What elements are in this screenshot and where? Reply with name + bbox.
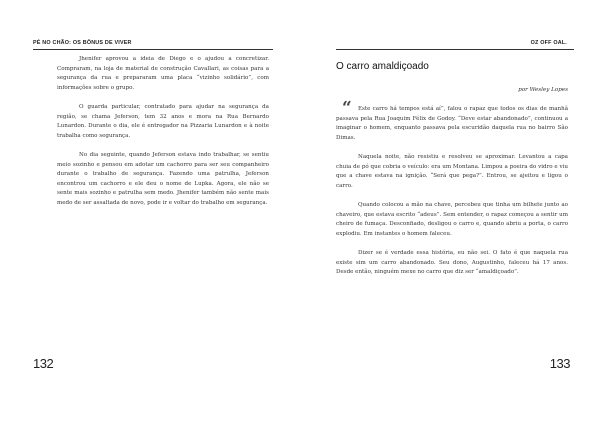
left-paragraph-2: O guarda particular, contratado para ajudar na segurança da região, se chama Jeferson, tem 32 anos e mora na Rua Bernardo Lunardon. Durante o dia, ele é entregador na Pizzaria Lunardon e à noite trabalha como segurança. [57, 103, 269, 139]
opening-quote-mark: “ [342, 98, 352, 118]
right-paragraph-1: Este carro há tempos está aí”, falou o rapaz que todos os dias de manhã passava pela Rua Joaquim Félix de Godoy. “Deve estar abandonado”, continuou a imaginar o homem, enquanto passava pela escuridão daquela rua no bairro São Dimas. [336, 106, 568, 141]
left-paragraph-1: Jhenifer aprovou a ideia de Diego e o ajudou a concretizar. Compraram, na loja de material de construção Cavallari, as coisas para a segurança da rua e prepararam uma placa “vizinho solidário”, com informações sobre o grupo. [57, 56, 269, 91]
right-paragraph-3: Quando colocou a mão na chave, percebeu que tinha um bilhete junto ao chaveiro, que estava escrito “adeus”. Sem entender, o rapaz começou a sentir um cheiro de fumaça. Desconfiado, desligou o carro e, quando abriu a porta, o carro explodiu. Em instantes o homem faleceu. [336, 201, 568, 237]
right-paragraph-4: Dizer se é verdade essa história, eu não sei. O fato é que naquela rua existe sim um carro abandonado. Seu dono, Augustinho, faleceu há 17 anos. Desde então, ninguém mexe no carro que diz ser “amaldiçoado”. [336, 249, 568, 276]
story-title: O carro amaldiçoado [336, 61, 429, 72]
right-paragraph-2: Naquela noite, não resistiu e resolveu se aproximar. Levantou a capa chuia de pó que cobria o veículo: era um Montana. Limpou a poeira do vidro e viu que a chave estava na ignição. “Será que pega?”. Entrou, se ajeitou e ligou o carro. [336, 153, 568, 189]
header-rule-left [33, 49, 273, 50]
left-body-text [57, 55, 269, 218]
right-page [300, 0, 600, 423]
left-paragraph-3: No dia seguinte, quando Jeferson estava indo trabalhar, se sentiu meio sozinho e pensou em adotar um cachorro para ser seu companheiro durante o trabalho de segurança. Fazendo uma patrulha, Jeferson encontrou um cachorro e ele deu o nome de Lupka. Agora, ele não se sente mais sozinho e patrulha sem medo. Jhenifer também não sente mais medo de ser assaltada de novo, pode ir e voltar do trabalho em segurança. [57, 151, 269, 206]
right-body-text [336, 105, 568, 287]
page-number-right: 133 [549, 356, 570, 371]
story-author: por Wesley Lopes [518, 87, 568, 93]
running-header-left: PÉ NO CHÃO: OS BÔNUS DE VIVER [33, 40, 132, 46]
page-number-left: 132 [33, 356, 54, 371]
header-rule-right [336, 49, 574, 50]
running-header-right: OZ OFF OAL. [530, 40, 567, 46]
